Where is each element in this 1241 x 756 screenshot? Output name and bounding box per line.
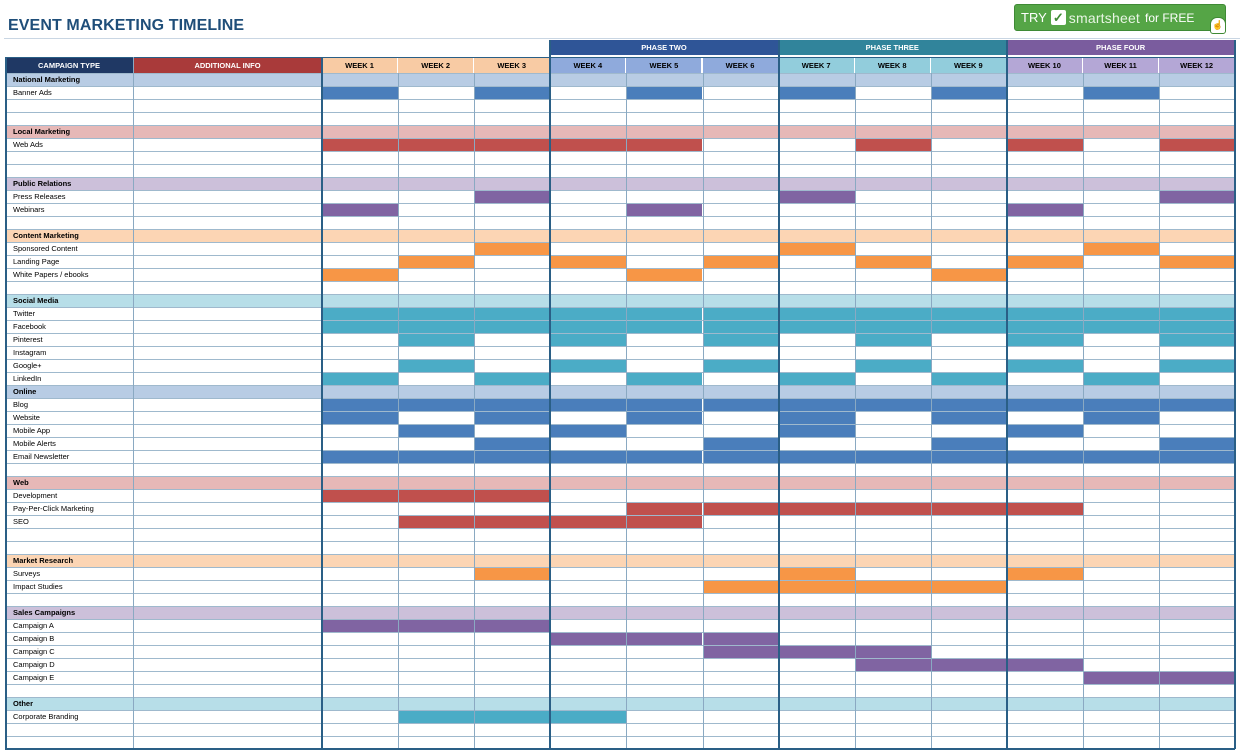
timeline-bar	[1007, 659, 1083, 671]
row-divider	[5, 281, 1235, 282]
timeline-bar	[1007, 256, 1083, 268]
campaign-label: Impact Studies	[13, 582, 63, 591]
week-divider	[931, 73, 932, 749]
week-header: WEEK 7	[779, 57, 855, 73]
row-divider	[5, 424, 1235, 425]
timeline-bar	[322, 269, 398, 281]
row-divider	[5, 203, 1235, 204]
timeline-bar	[626, 399, 702, 411]
timeline-bar	[474, 321, 550, 333]
timeline-bar	[1007, 334, 1083, 346]
row-divider	[5, 710, 1235, 711]
row-divider	[5, 268, 1235, 269]
row-divider	[5, 463, 1235, 464]
week-header: WEEK 2	[398, 57, 474, 73]
timeline-bar	[779, 412, 855, 424]
timeline-bar	[1159, 360, 1235, 372]
timeline-bar	[626, 321, 702, 333]
phase-header: PHASE THREE	[779, 40, 1007, 55]
timeline-bar	[931, 659, 1007, 671]
timeline-bar	[703, 334, 779, 346]
timeline-bar	[779, 581, 855, 593]
campaign-label: Web Ads	[13, 140, 43, 149]
timeline-bar	[1007, 399, 1083, 411]
row-divider	[5, 359, 1235, 360]
pointer-hand-icon: ☝	[1210, 17, 1226, 34]
timeline-bar	[1007, 360, 1083, 372]
timeline-bar	[855, 451, 931, 463]
campaign-label: Twitter	[13, 309, 36, 318]
row-divider	[5, 736, 1235, 737]
timeline-bar	[398, 334, 474, 346]
timeline-bar	[779, 308, 855, 320]
timeline-bar	[1007, 308, 1083, 320]
timeline-bar	[931, 438, 1007, 450]
row-divider	[5, 242, 1235, 243]
timeline-bar	[1083, 672, 1159, 684]
timeline-bar	[1007, 568, 1083, 580]
category-label: Sales Campaigns	[13, 608, 76, 617]
timeline-bar	[779, 503, 855, 515]
timeline-bar	[398, 399, 474, 411]
timeline-bar	[779, 646, 855, 658]
timeline-bar	[855, 256, 931, 268]
timeline-bar	[474, 191, 550, 203]
timeline-bar	[1159, 334, 1235, 346]
category-row	[5, 177, 1235, 190]
campaign-label: Surveys	[13, 569, 41, 578]
campaign-type-header: CAMPAIGN TYPE	[5, 57, 133, 73]
week-divider	[1006, 40, 1008, 749]
timeline-bar	[474, 711, 550, 723]
row-divider	[5, 684, 1235, 685]
timeline-bar	[322, 412, 398, 424]
timeline-bar	[1159, 256, 1235, 268]
timeline-bar	[626, 503, 702, 515]
timeline-bar	[550, 334, 626, 346]
timeline-bar	[398, 490, 474, 502]
timeline-bar	[703, 321, 779, 333]
cta-try-label: TRY	[1021, 10, 1047, 25]
campaign-label: Campaign E	[13, 673, 55, 682]
timeline-bar	[855, 360, 931, 372]
timeline-bar	[1083, 308, 1159, 320]
grid-info-edge	[133, 57, 134, 749]
row-divider	[5, 606, 1235, 607]
timeline-bar	[703, 633, 779, 645]
campaign-label: LinkedIn	[13, 374, 42, 383]
timeline-bar	[855, 139, 931, 151]
timeline-bar	[1007, 321, 1083, 333]
timeline-bar	[550, 139, 626, 151]
timeline-bar	[626, 516, 702, 528]
timeline-bar	[398, 620, 474, 632]
timeline-bar	[1159, 321, 1235, 333]
row-divider	[5, 125, 1235, 126]
week-header: WEEK 11	[1083, 57, 1159, 73]
timeline-bar	[398, 425, 474, 437]
row-divider	[5, 255, 1235, 256]
timeline-bar	[398, 256, 474, 268]
row-divider	[5, 164, 1235, 165]
category-label: Social Media	[13, 296, 59, 305]
timeline-bar	[322, 490, 398, 502]
week-divider	[626, 73, 627, 749]
campaign-label: Campaign B	[13, 634, 55, 643]
timeline-bar	[1159, 399, 1235, 411]
timeline-bar	[626, 204, 702, 216]
timeline-bar	[1159, 191, 1235, 203]
campaign-label: Landing Page	[13, 257, 60, 266]
timeline-bar	[474, 568, 550, 580]
timeline-bar	[322, 373, 398, 385]
row-divider	[5, 632, 1235, 633]
timeline-bar	[855, 399, 931, 411]
timeline-bar	[779, 373, 855, 385]
week-header: WEEK 3	[474, 57, 550, 73]
category-label: Public Relations	[13, 179, 72, 188]
row-divider	[5, 697, 1235, 698]
row-divider	[5, 541, 1235, 542]
timeline-bar	[779, 425, 855, 437]
campaign-label: Sponsored Content	[13, 244, 78, 253]
timeline-bar	[779, 191, 855, 203]
timeline-bar	[779, 451, 855, 463]
checkmark-icon: ✓	[1051, 10, 1066, 25]
timeline-bar	[931, 581, 1007, 593]
category-row	[5, 294, 1235, 307]
timeline-bar	[1083, 451, 1159, 463]
timeline-bar	[550, 425, 626, 437]
timeline-bar	[703, 581, 779, 593]
campaign-label: SEO	[13, 517, 29, 526]
timeline-bar	[1159, 438, 1235, 450]
row-divider	[5, 619, 1235, 620]
timeline-bar	[322, 399, 398, 411]
timeline-bar	[626, 633, 702, 645]
timeline-bar	[1159, 672, 1235, 684]
timeline-bar	[474, 399, 550, 411]
timeline-bar	[855, 581, 931, 593]
timeline-bar	[550, 256, 626, 268]
timeline-bar	[322, 204, 398, 216]
timeline-bar	[703, 256, 779, 268]
timeline-bar	[779, 399, 855, 411]
row-divider	[5, 580, 1235, 581]
timeline-bar	[1159, 451, 1235, 463]
week-divider	[474, 73, 475, 749]
campaign-label: Webinars	[13, 205, 45, 214]
category-row	[5, 125, 1235, 138]
timeline-bar	[1083, 321, 1159, 333]
campaign-label: Facebook	[13, 322, 46, 331]
campaign-label: Campaign C	[13, 647, 55, 656]
category-label: Web	[13, 478, 29, 487]
timeline-bar	[550, 451, 626, 463]
additional-info-header: ADDITIONAL INFO	[133, 57, 322, 73]
campaign-label: Mobile App	[13, 426, 51, 435]
row-divider	[5, 671, 1235, 672]
timeline-bar	[550, 633, 626, 645]
timeline-bar	[1083, 399, 1159, 411]
row-divider	[5, 216, 1235, 217]
timeline-bar	[1007, 451, 1083, 463]
timeline-bar	[1007, 425, 1083, 437]
week-divider	[398, 73, 399, 749]
timeline-bar	[322, 321, 398, 333]
row-divider	[5, 528, 1235, 529]
timeline-bar	[931, 399, 1007, 411]
timeline-bar	[550, 360, 626, 372]
campaign-label: Website	[13, 413, 40, 422]
timeline-bar	[1159, 139, 1235, 151]
timeline-bar	[550, 321, 626, 333]
category-row	[5, 476, 1235, 489]
cta-free-label: for FREE	[1145, 10, 1195, 25]
week-divider	[855, 73, 856, 749]
campaign-label: Development	[13, 491, 58, 500]
timeline-bar	[931, 308, 1007, 320]
timeline-bar	[779, 321, 855, 333]
week-divider	[321, 57, 323, 749]
timeline-bar	[626, 139, 702, 151]
timeline-bar	[931, 412, 1007, 424]
category-label: Market Research	[13, 556, 74, 565]
timeline-bar	[322, 308, 398, 320]
row-divider	[5, 489, 1235, 490]
header-top-line	[5, 57, 1235, 58]
timeline-bar	[1007, 204, 1083, 216]
timeline-bar	[474, 308, 550, 320]
timeline-bar	[855, 308, 931, 320]
timeline-bar	[855, 646, 931, 658]
timeline-bar	[855, 503, 931, 515]
timeline-bar	[398, 308, 474, 320]
grid-right-edge	[1234, 40, 1236, 749]
campaign-label: Pinterest	[13, 335, 43, 344]
timeline-bar	[474, 516, 550, 528]
grid-bottom-edge	[5, 748, 1235, 750]
timeline-bar	[550, 308, 626, 320]
week-divider	[703, 73, 704, 749]
timeline-bar	[855, 321, 931, 333]
timeline-bar	[1007, 139, 1083, 151]
timeline-bar	[550, 711, 626, 723]
phase-header: PHASE TWO	[550, 40, 778, 55]
category-row	[5, 554, 1235, 567]
campaign-label: Campaign A	[13, 621, 54, 630]
row-divider	[5, 385, 1235, 386]
timeline-bar	[626, 269, 702, 281]
campaign-label: Google+	[13, 361, 42, 370]
row-divider	[5, 73, 1235, 74]
row-divider	[5, 294, 1235, 295]
category-row	[5, 229, 1235, 242]
category-label: National Marketing	[13, 75, 81, 84]
grid-left-edge	[5, 57, 7, 749]
week-divider	[778, 40, 780, 749]
timeline-bar	[474, 139, 550, 151]
timeline-bar	[322, 87, 398, 99]
row-divider	[5, 411, 1235, 412]
timeline-bar	[931, 373, 1007, 385]
row-divider	[5, 593, 1235, 594]
timeline-bar	[1083, 412, 1159, 424]
category-row	[5, 73, 1235, 86]
campaign-label: Press Releases	[13, 192, 66, 201]
campaign-label: Corporate Branding	[13, 712, 79, 721]
timeline-bar	[1007, 503, 1083, 515]
timeline-bar	[474, 490, 550, 502]
row-divider	[5, 502, 1235, 503]
timeline-bar	[1083, 87, 1159, 99]
row-divider	[5, 450, 1235, 451]
timeline-bar	[322, 620, 398, 632]
timeline-bar	[1159, 308, 1235, 320]
timeline-bar	[931, 503, 1007, 515]
campaign-label: Email Newsletter	[13, 452, 70, 461]
page-title: EVENT MARKETING TIMELINE	[8, 17, 245, 34]
row-divider	[5, 515, 1235, 516]
row-divider	[5, 86, 1235, 87]
timeline-bar	[626, 308, 702, 320]
timeline-bar	[322, 451, 398, 463]
row-divider	[5, 437, 1235, 438]
week-header: WEEK 4	[550, 57, 626, 73]
row-divider	[5, 398, 1235, 399]
category-label: Online	[13, 387, 37, 396]
timeline-bar	[626, 87, 702, 99]
week-divider	[549, 40, 551, 749]
campaign-label: Instagram	[13, 348, 47, 357]
timeline-bar	[855, 659, 931, 671]
timeline-bar	[626, 451, 702, 463]
week-divider	[1159, 73, 1160, 749]
campaign-label: Blog	[13, 400, 29, 409]
timeline-bar	[1083, 243, 1159, 255]
row-divider	[5, 190, 1235, 191]
timeline-bar	[626, 412, 702, 424]
row-divider	[5, 476, 1235, 477]
row-divider	[5, 112, 1235, 113]
timeline-bar	[474, 412, 550, 424]
timeline-bar	[779, 243, 855, 255]
timeline-bar	[474, 243, 550, 255]
timeline-bar	[474, 620, 550, 632]
category-row	[5, 606, 1235, 619]
category-label: Other	[13, 699, 34, 708]
row-divider	[5, 177, 1235, 178]
timeline-bar	[474, 451, 550, 463]
timeline-bar	[474, 438, 550, 450]
timeline-bar	[703, 451, 779, 463]
row-divider	[5, 151, 1235, 152]
campaign-label: Pay-Per-Click Marketing	[13, 504, 94, 513]
timeline-bar	[322, 139, 398, 151]
timeline-bar	[855, 334, 931, 346]
week-header: WEEK 12	[1159, 57, 1235, 73]
timeline-bar	[703, 646, 779, 658]
campaign-label: Banner Ads	[13, 88, 52, 97]
timeline-bar	[398, 139, 474, 151]
row-divider	[5, 138, 1235, 139]
week-header: WEEK 1	[322, 57, 398, 73]
week-divider	[1083, 73, 1084, 749]
timeline-bar	[398, 516, 474, 528]
timeline-bar	[626, 373, 702, 385]
row-divider	[5, 307, 1235, 308]
timeline-bar	[703, 503, 779, 515]
phase-header: PHASE FOUR	[1007, 40, 1235, 55]
timeline-bar	[703, 308, 779, 320]
week-header: WEEK 5	[626, 57, 702, 73]
timeline-bar	[1083, 373, 1159, 385]
row-divider	[5, 333, 1235, 334]
row-divider	[5, 372, 1235, 373]
category-label: Local Marketing	[13, 127, 71, 136]
timeline-bar	[703, 438, 779, 450]
timeline-bar	[398, 711, 474, 723]
row-divider	[5, 567, 1235, 568]
week-header: WEEK 8	[855, 57, 931, 73]
timeline-bar	[703, 399, 779, 411]
row-divider	[5, 229, 1235, 230]
timeline-bar	[931, 451, 1007, 463]
timeline-bar	[931, 321, 1007, 333]
row-divider	[5, 723, 1235, 724]
timeline-bar	[550, 516, 626, 528]
timeline-bar	[398, 321, 474, 333]
campaign-label: White Papers / ebooks	[13, 270, 89, 279]
row-divider	[5, 320, 1235, 321]
campaign-label: Mobile Alerts	[13, 439, 56, 448]
cta-brand-label: smartsheet	[1068, 9, 1141, 26]
timeline-bar	[550, 399, 626, 411]
campaign-label: Campaign D	[13, 660, 55, 669]
timeline-bar	[474, 87, 550, 99]
week-header: WEEK 9	[931, 57, 1007, 73]
category-row	[5, 697, 1235, 710]
row-divider	[5, 346, 1235, 347]
row-divider	[5, 554, 1235, 555]
timeline-bar	[779, 568, 855, 580]
row-divider	[5, 99, 1235, 100]
timeline-bar	[931, 87, 1007, 99]
timeline-bar	[398, 360, 474, 372]
row-divider	[5, 645, 1235, 646]
timeline-bar	[779, 87, 855, 99]
category-label: Content Marketing	[13, 231, 79, 240]
timeline-bar	[703, 360, 779, 372]
week-header: WEEK 6	[703, 57, 779, 73]
row-divider	[5, 658, 1235, 659]
timeline-bar	[474, 373, 550, 385]
timeline-bar	[398, 451, 474, 463]
timeline-bar	[931, 269, 1007, 281]
category-row	[5, 385, 1235, 398]
week-header: WEEK 10	[1007, 57, 1083, 73]
